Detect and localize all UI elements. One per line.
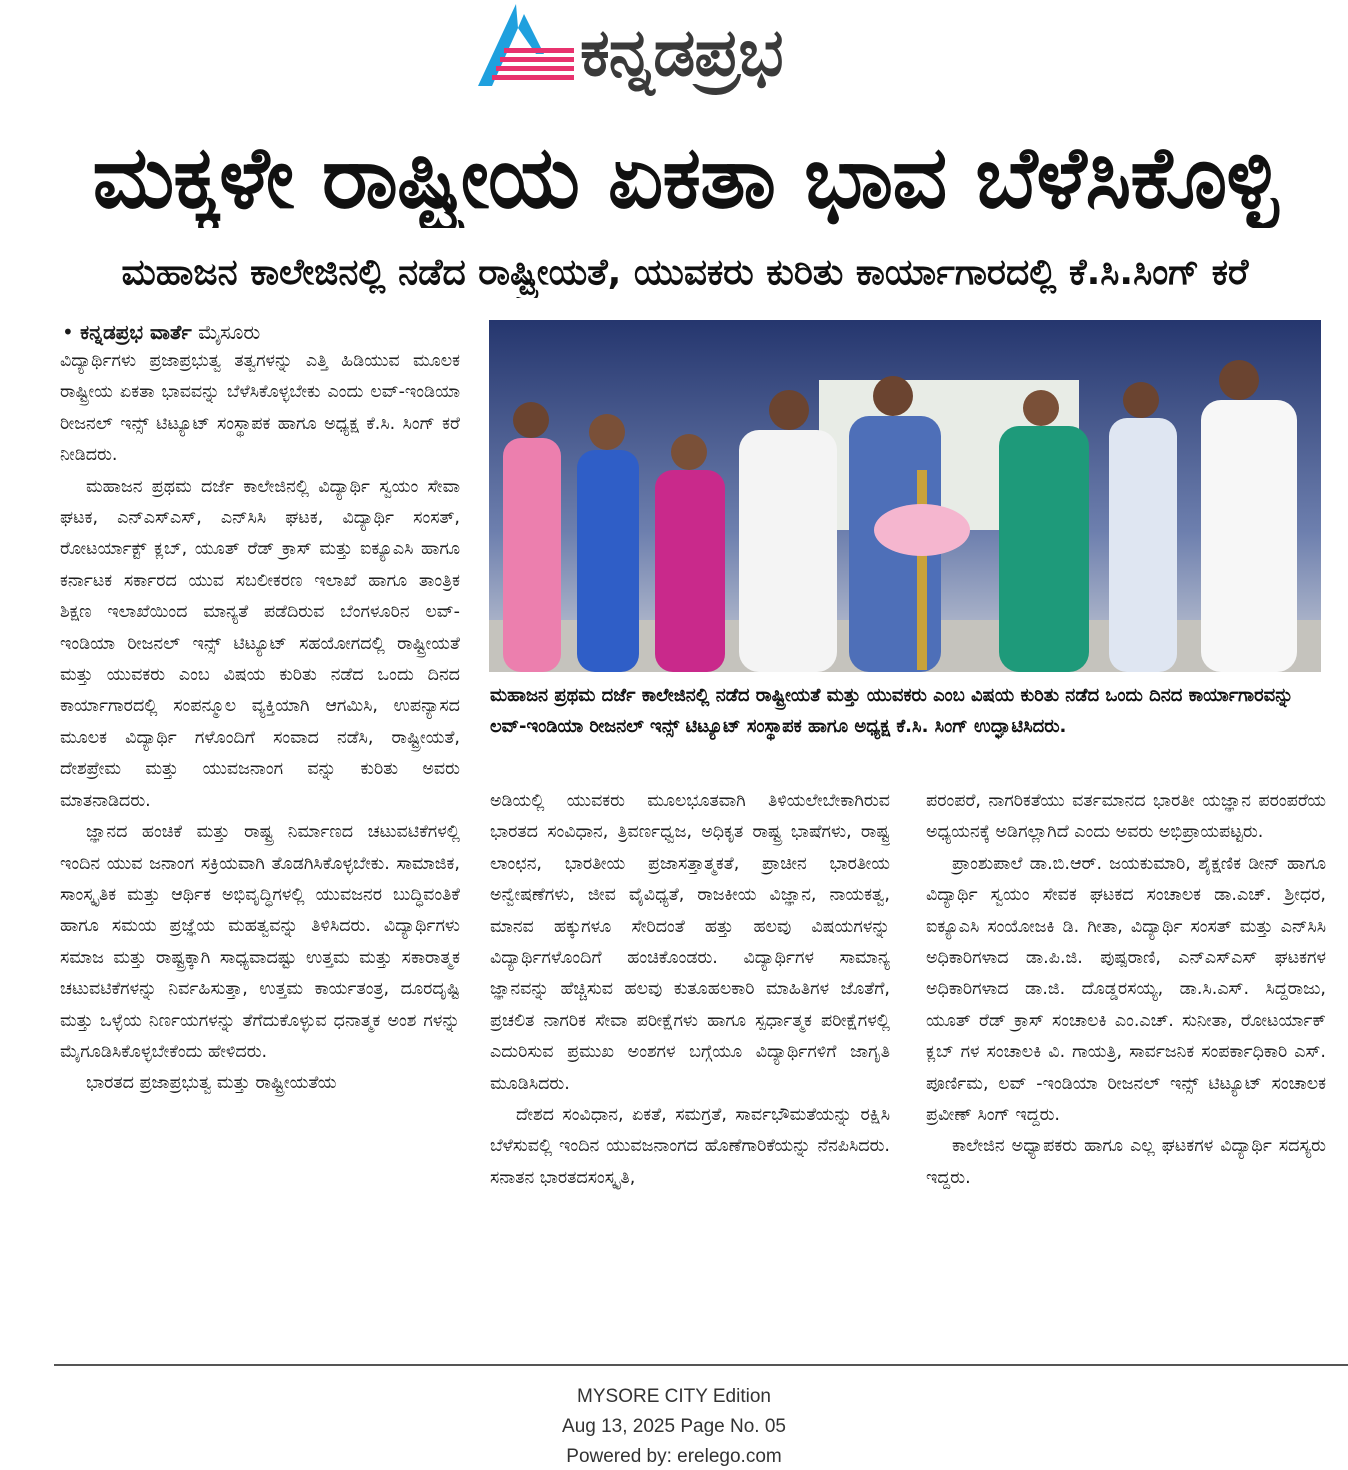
- byline-bullet: •: [62, 320, 74, 344]
- article-paragraph: ಅಡಿಯಲ್ಲಿ ಯುವಕರು ಮೂಲಭೂತವಾಗಿ ತಿಳಿಯಲೇಬೇಕಾಗಿರುವ ಭಾರತದ ಸಂವಿಧಾನ, ತ್ರಿವರ್ಣಧ್ವಜ, ಅಧಿಕೃತ ರಾಷ್ಟ್ರ ಭಾಷೆಗಳು, ರಾಷ್ಟ್ರ ಲಾಂಛನ, ಭಾರತೀಯ ಪ್ರಜಾಸತ್ತಾತ್ಮಕತೆ, ಪ್ರಾಚೀನ ಭಾರತೀಯ ಅನ್ವೇಷಣೆಗಳು, ಜೀವ ವೈವಿಧ್ಯತೆ, ರಾಜಕೀಯ ವಿಜ್ಞಾನ, ನಾಯಕತ್ವ, ಮಾನವ ಹಕ್ಕುಗಳೂ ಸೇರಿದಂತೆ ಹತ್ತು ಹಲವು ವಿಷಯಗಳನ್ನು ವಿದ್ಯಾರ್ಥಿಗಳೊಂದಿಗೆ ಹಂಚಿಕೊಂಡರು. ವಿದ್ಯಾರ್ಥಿಗಳ ಸಾಮಾನ್ಯ ಜ್ಞಾನವನ್ನು ಹೆಚ್ಚಿಸುವ ಹಲವು ಕುತೂಹಲಕಾರಿ ಮಾಹಿತಿಗಳ ಜೊತೆಗೆ, ಪ್ರಚಲಿತ ನಾಗರಿಕ ಸೇವಾ ಪರೀಕ್ಷೆಗಳು ಹಾಗೂ ಸ್ಪರ್ಧಾತ್ಮಕ ಪರೀಕ್ಷೆಗಳಲ್ಲಿ ಎದುರಿಸುವ ಪ್ರಮುಖ ಅಂಶಗಳ ಬಗ್ಗೆಯೂ ವಿದ್ಯಾರ್ಥಿಗಳಿಗೆ ಜಾಗೃತಿ ಮೂಡಿಸಿದರು.: [490, 791, 890, 1094]
- article-paragraph: ಪರಂಪರೆ, ನಾಗರಿಕತೆಯು ವರ್ತಮಾನದ ಭಾರತೀ ಯಜ್ಞಾನ ಪರಂಪರೆಯ ಅಧ್ಯಯನಕ್ಕೆ ಅಡಿಗಲ್ಲಾಗಿದೆ ಎಂದು ಅವರು ಅಭಿಪ್ರಾಯಪಟ್ಟರು.: [926, 791, 1326, 843]
- footer-date-page: Aug 13, 2025 Page No. 05: [562, 1416, 786, 1437]
- article-column-1: [60, 346, 460, 1346]
- kannada-prabha-logo-icon: [478, 4, 578, 86]
- article-paragraph: ಭಾರತದ ಪ್ರಜಾಪ್ರಭುತ್ವ ಮತ್ತು ರಾಷ್ಟ್ರೀಯತೆಯ: [86, 1073, 337, 1094]
- article-column-2: [490, 786, 890, 1346]
- photo-caption: ಮಹಾಜನ ಪ್ರಥಮ ದರ್ಜೆ ಕಾಲೇಜಿನಲ್ಲಿ ನಡೆದ ರಾಷ್ಟ್ರೀಯತೆ ಮತ್ತು ಯುವಕರು ಎಂಬ ವಿಷಯ ಕುರಿತು ನಡೆದ ಒಂದು ದಿನದ ಕಾರ್ಯಾಗಾರವನ್ನು ಲವ್-ಇಂಡಿಯಾ ರೀಜನಲ್ ಇನ್ಸ್ ಟಿಟ್ಯೂಟ್ ಸಂಸ್ಥಾಪಕ ಹಾಗೂ ಅಧ್ಯಕ್ಷ ಕೆ.ಸಿ. ಸಿಂಗ್ ಉದ್ಘಾಟಿಸಿದರು.: [490, 685, 1294, 737]
- event-photo: [489, 320, 1321, 672]
- byline: [62, 320, 260, 346]
- masthead: [0, 0, 1348, 100]
- masthead-title: ಕನ್ನಡಪ್ರಭ: [580, 14, 783, 91]
- footer-divider: [54, 1364, 1348, 1366]
- byline-source: ಕನ್ನಡಪ್ರಭ ವಾರ್ತೆ: [80, 320, 192, 344]
- article-paragraph: ಜ್ಞಾನದ ಹಂಚಿಕೆ ಮತ್ತು ರಾಷ್ಟ್ರ ನಿರ್ಮಾಣದ ಚಟುವಟಿಕೆಗಳಲ್ಲಿ ಇಂದಿನ ಯುವ ಜನಾಂಗ ಸಕ್ರಿಯವಾಗಿ ತೊಡಗಿಸಿಕೊಳ್ಳಬೇಕು. ಸಾಮಾಜಿಕ, ಸಾಂಸ್ಕೃತಿಕ ಮತ್ತು ಆರ್ಥಿಕ ಅಭಿವೃದ್ಧಿಗಳಲ್ಲಿ ಯುವಜನರ ಬುದ್ಧಿವಂತಿಕೆ ಹಾಗೂ ಸಮಯ ಪ್ರಜ್ಞೆಯ ಮಹತ್ವವನ್ನು ತಿಳಿಸಿದರು. ವಿದ್ಯಾರ್ಥಿಗಳು ಸಮಾಜ ಮತ್ತು ರಾಷ್ಟ್ರಕ್ಕಾಗಿ ಸಾಧ್ಯವಾದಷ್ಟು ಉತ್ತಮ ಮತ್ತು ಸಕಾರಾತ್ಮಕ ಚಟುವಟಿಕೆಗಳನ್ನು ನಿರ್ವಹಿಸುತ್ತಾ, ಉತ್ತಮ ಕಾರ್ಯತಂತ್ರ, ದೂರದೃಷ್ಟಿ ಮತ್ತು ಒಳ್ಳೆಯ ನಿರ್ಣಯಗಳನ್ನು ತೆಗೆದುಕೊಳ್ಳುವ ಧನಾತ್ಮಕ ಅಂಶ ಗಳನ್ನು ಮೈಗೂಡಿಸಿಕೊಳ್ಳಬೇಕೆಂದು ಹೇಳಿದರು.: [60, 822, 460, 1062]
- article-paragraph: ದೇಶದ ಸಂವಿಧಾನ, ಏಕತೆ, ಸಮಗ್ರತೆ, ಸಾರ್ವಭೌಮತೆಯನ್ನು ರಕ್ಷಿಸಿ ಬೆಳೆಸುವಲ್ಲಿ ಇಂದಿನ ಯುವಜನಾಂಗದ ಹೊಣೆಗಾರಿಕೆಯನ್ನು ನೆನಪಿಸಿದರು. ಸನಾತನ ಭಾರತದಸಂಸ್ಕೃತಿ,: [490, 1105, 890, 1188]
- subheadline: ಮಹಾಜನ ಕಾಲೇಜಿನಲ್ಲಿ ನಡೆದ ರಾಷ್ಟ್ರೀಯತೆ, ಯುವಕರು ಕುರಿತು ಕಾರ್ಯಾಗಾರದಲ್ಲಿ ಕೆ.ಸಿ.ಸಿಂಗ್ ಕರೆ: [121, 252, 1249, 293]
- footer-powered-by[interactable]: Powered by: erelego.com: [566, 1446, 782, 1467]
- article-paragraph: ಮಹಾಜನ ಪ್ರಥಮ ದರ್ಜೆ ಕಾಲೇಜಿನಲ್ಲಿ ವಿದ್ಯಾರ್ಥಿ ಸ್ವಯಂ ಸೇವಾ ಘಟಕ, ಎನ್ಎಸ್ಎಸ್, ಎನ್‌ಸಿಸಿ ಘಟಕ, ವಿದ್ಯಾರ್ಥಿ ಸಂಸತ್, ರೋಟರ್ಯಾಕ್ಟ್ ಕ್ಲಬ್, ಯೂತ್ ರೆಡ್ ಕ್ರಾಸ್ ಮತ್ತು ಐಕ್ಯೂಎಸಿ ಹಾಗೂ ಕರ್ನಾಟಕ ಸರ್ಕಾರದ ಯುವ ಸಬಲೀಕರಣ ಇಲಾಖೆ ಹಾಗೂ ತಾಂತ್ರಿಕ ಶಿಕ್ಷಣ ಇಲಾಖೆಯಿಂದ ಮಾನ್ಯತೆ ಪಡೆದಿರುವ ಬೆಂಗಳೂರಿನ ಲವ್-ಇಂಡಿಯಾ ರೀಜನಲ್ ಇನ್ಸ್ ಟಿಟ್ಯೂಟ್ ಸಹಯೋಗದಲ್ಲಿ ರಾಷ್ಟ್ರೀಯತೆ ಮತ್ತು ಯುವಕರು ಎಂಬ ವಿಷಯ ಕುರಿತು ನಡೆದ ಒಂದು ದಿನದ ಕಾರ್ಯಾಗಾರದಲ್ಲಿ ಸಂಪನ್ಮೂಲ ವ್ಯಕ್ತಿಯಾಗಿ ಆಗಮಿಸಿ, ಉಪನ್ಯಾಸದ ಮೂಲಕ ವಿದ್ಯಾರ್ಥಿ ಗಳೊಂದಿಗೆ ಸಂವಾದ ನಡೆಸಿ, ರಾಷ್ಟ್ರೀಯತೆ, ದೇಶಪ್ರೇಮ ಮತ್ತು ಯುವಜನಾಂಗ ವನ್ನು ಕುರಿತು ಅವರು ಮಾತನಾಡಿದರು.: [60, 476, 460, 811]
- article-column-3: [926, 786, 1326, 1346]
- article-paragraph: ಪ್ರಾಂಶುಪಾಲೆ ಡಾ.ಬಿ.ಆರ್. ಜಯಕುಮಾರಿ, ಶೈಕ್ಷಣಿಕ ಡೀನ್ ಹಾಗೂ ವಿದ್ಯಾರ್ಥಿ ಸ್ವಯಂ ಸೇವಕ ಘಟಕದ ಸಂಚಾಲಕ ಡಾ.ಎಚ್. ಶ್ರೀಧರ, ಐಕ್ಯೂಎಸಿ ಸಂಯೋಜಕಿ ಡಿ. ಗೀತಾ, ವಿದ್ಯಾರ್ಥಿ ಸಂಸತ್ ಮತ್ತು ಎನ್‌ಸಿಸಿ ಅಧಿಕಾರಿಗಳಾದ ಡಾ.ಪಿ.ಜಿ. ಪುಷ್ಪರಾಣಿ, ಎನ್ಎಸ್ಎಸ್ ಘಟಕಗಳ ಅಧಿಕಾರಿಗಳಾದ ಡಾ.ಜಿ. ದೊಡ್ಡರಸಯ್ಯ, ಡಾ.ಸಿ.ಎಸ್. ಸಿದ್ದರಾಜು, ಯೂತ್ ರೆಡ್ ಕ್ರಾಸ್ ಸಂಚಾಲಕಿ ಎಂ.ಎಚ್. ಸುನೀತಾ, ರೋಟರ್ಯಾಕ್ ಕ್ಲಬ್ ಗಳ ಸಂಚಾಲಕಿ ವಿ. ಗಾಯತ್ರಿ, ಸಾರ್ವಜನಿಕ ಸಂಪರ್ಕಾಧಿಕಾರಿ ಎಸ್. ಪೂರ್ಣಿಮ, ಲವ್ -ಇಂಡಿಯಾ ರೀಜನಲ್ ಇನ್ಸ್ ಟಿಟ್ಯೂಟ್ ಸಂಚಾಲಕ ಪ್ರವೀಣ್ ಸಿಂಗ್ ಇದ್ದರು.: [926, 853, 1326, 1126]
- article-paragraph: ಕಾಲೇಜಿನ ಅಧ್ಯಾಪಕರು ಹಾಗೂ ಎಲ್ಲ ಘಟಕಗಳ ವಿದ್ಯಾರ್ಥಿ ಸದಸ್ಯರು ಇದ್ದರು.: [926, 1136, 1326, 1188]
- footer-edition: MYSORE CITY Edition: [577, 1386, 771, 1407]
- headline: ಮಕ್ಕಳೇ ರಾಷ್ಟ್ರೀಯ ಏಕತಾ ಭಾವ ಬೆಳೆಸಿಕೊಳ್ಳಿ: [92, 128, 1278, 228]
- byline-place: ಮೈಸೂರು: [198, 320, 261, 344]
- article-paragraph: ವಿದ್ಯಾರ್ಥಿಗಳು ಪ್ರಜಾಪ್ರಭುತ್ವ ತತ್ವಗಳನ್ನು ಎತ್ತಿ ಹಿಡಿಯುವ ಮೂಲಕ ರಾಷ್ಟ್ರೀಯ ಏಕತಾ ಭಾವವನ್ನು ಬೆಳೆಸಿಕೊಳ್ಳಬೇಕು ಎಂದು ಲವ್-ಇಂಡಿಯಾ ರೀಜನಲ್ ಇನ್ಸ್ ಟಿಟ್ಯೂಟ್ ಸಂಸ್ಥಾಪಕ ಹಾಗೂ ಅಧ್ಯಕ್ಷ ಕೆ.ಸಿ. ಸಿಂಗ್ ಕರೆ ನೀಡಿದರು.: [60, 351, 460, 466]
- event-photo-illustration: [489, 320, 1321, 672]
